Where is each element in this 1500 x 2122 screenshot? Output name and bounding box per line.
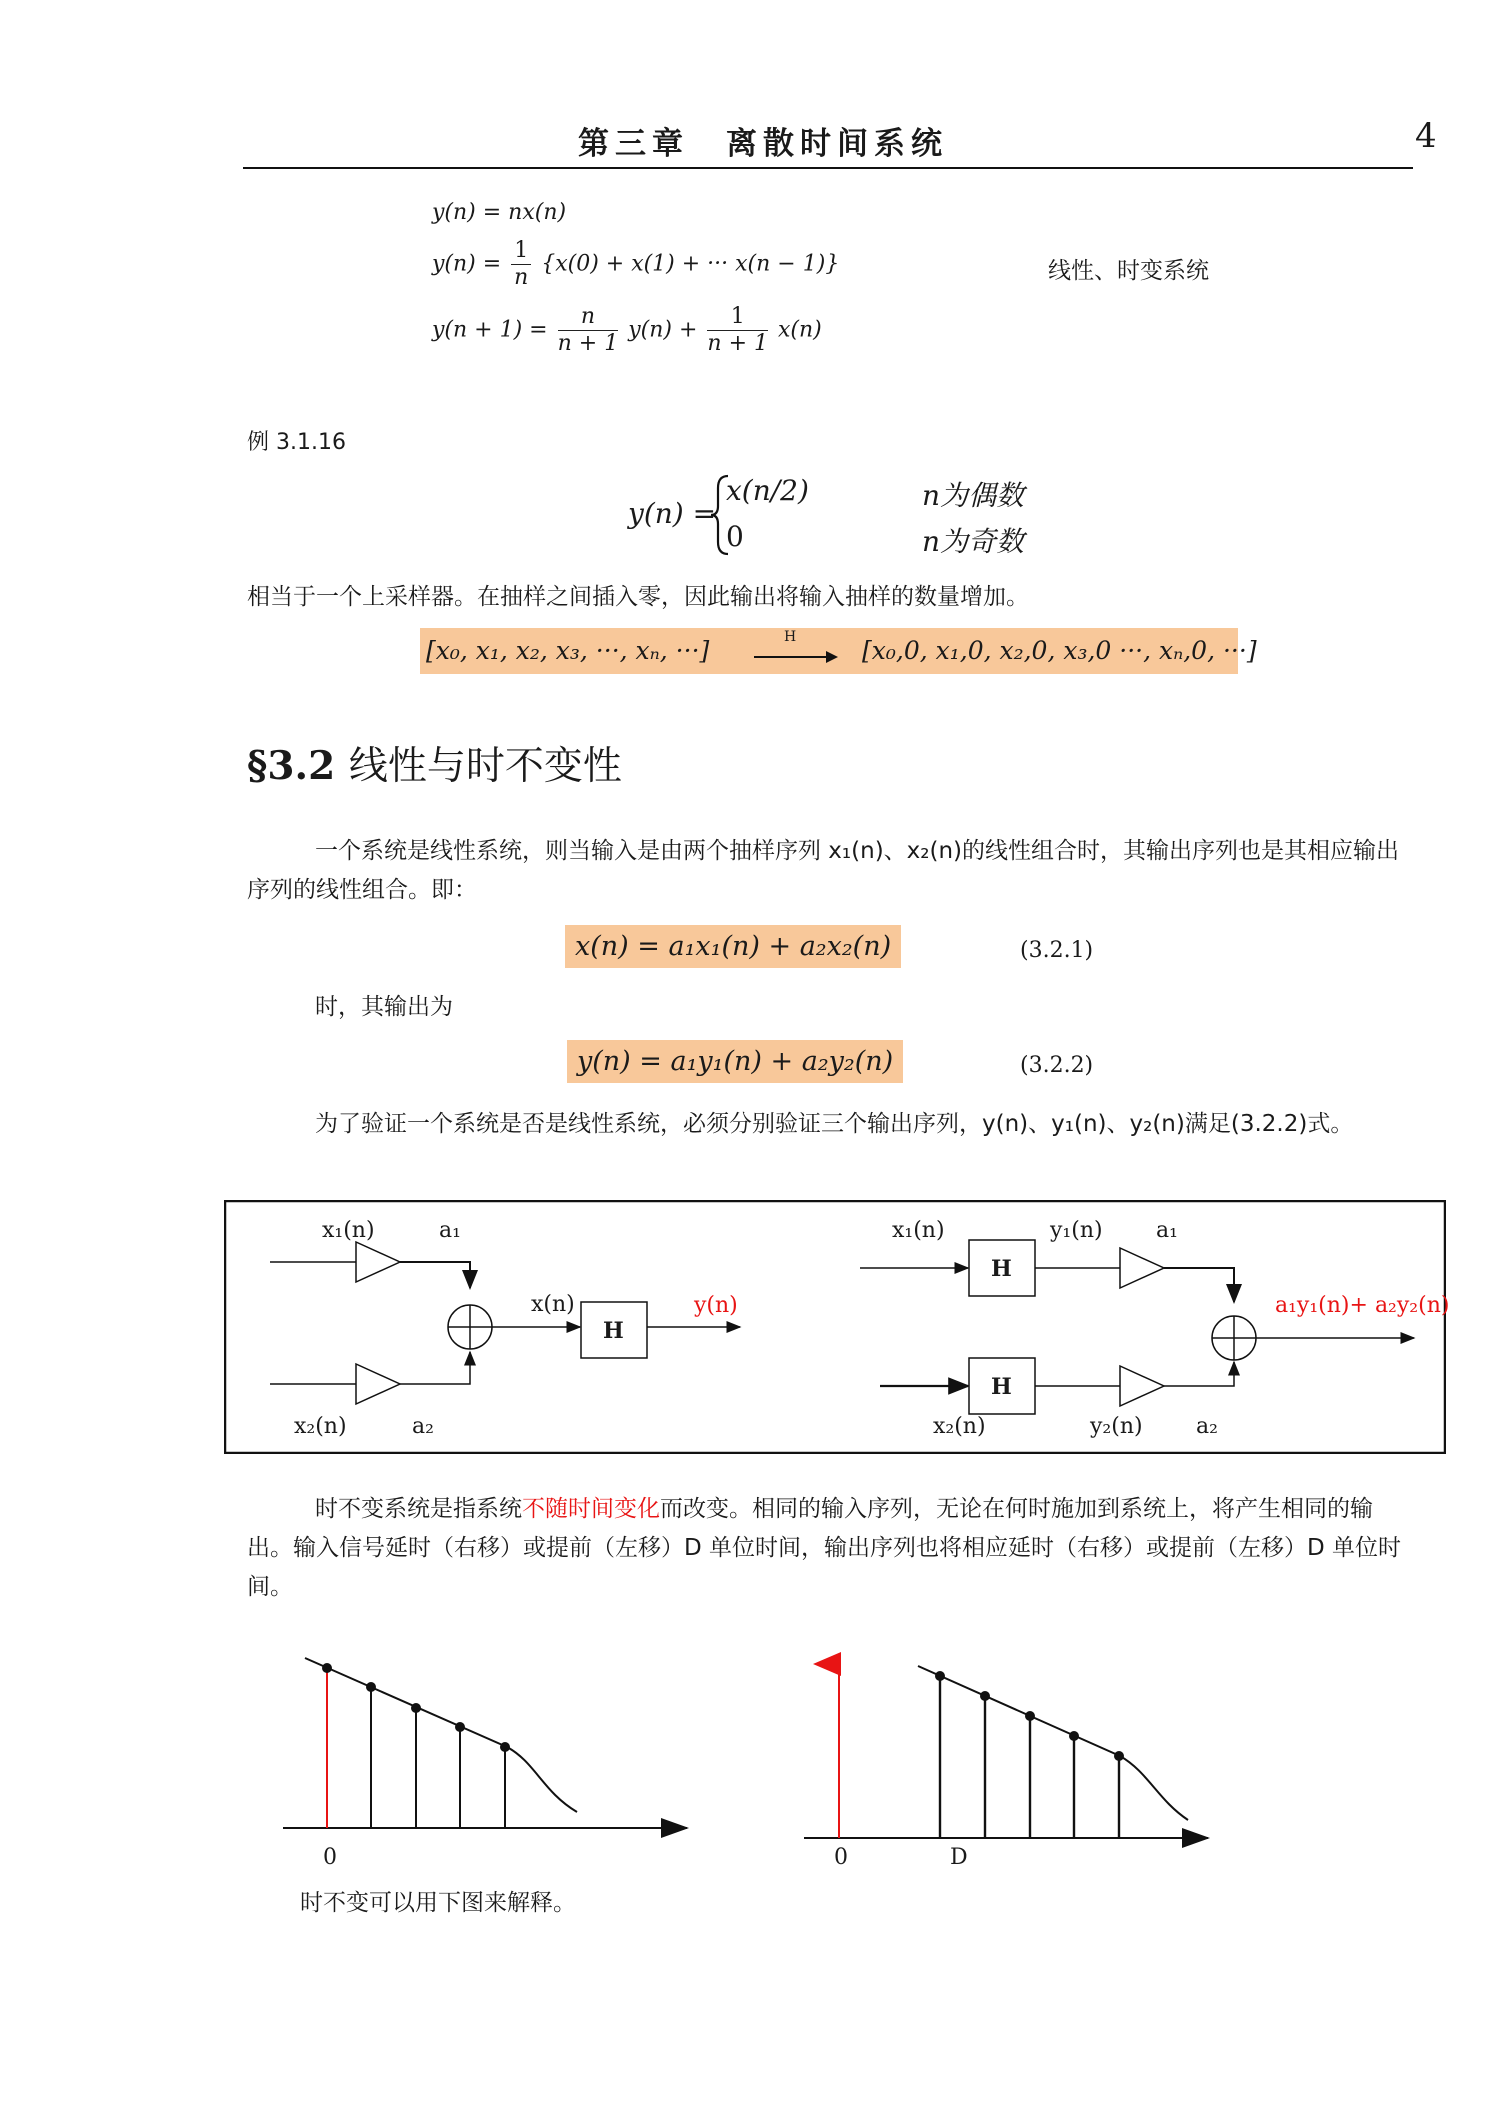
- left-block-h: H: [603, 1318, 624, 1344]
- equation-2-rhs: {x(0) + x(1) + ··· x(n − 1)}: [541, 251, 840, 277]
- right-label-y2: y₂(n): [1090, 1414, 1143, 1439]
- equation-3-2-1: x(n) = a₁x₁(n) + a₂x₂(n): [565, 925, 901, 968]
- right-plot-d-label: D: [950, 1845, 968, 1870]
- right-output-sum: a₁y₁(n)+ a₂y₂(n): [1275, 1293, 1450, 1318]
- chapter-title: 第三章 离散时间系统: [578, 126, 948, 162]
- section-number: §3.2: [247, 743, 336, 789]
- output-intro: 时，其输出为: [315, 994, 453, 1020]
- figure-caption: 时不变可以用下图来解释。: [300, 1890, 576, 1916]
- left-label-a1: a₁: [439, 1218, 461, 1243]
- left-label-x-combined: x(n): [531, 1292, 575, 1317]
- fraction-numerator: 1: [707, 304, 768, 331]
- equation-3-fraction-2: [707, 304, 768, 357]
- equation-2: [432, 238, 839, 291]
- case-2-condition: n为奇数: [922, 525, 1025, 558]
- case-1-condition: n为偶数: [922, 479, 1025, 512]
- equation-2-fraction: [511, 238, 531, 291]
- linear-definition: 一个系统是线性系统，则当输入是由两个抽样序列 x₁(n)、x₂(n)的线性组合时，其输出序列也是其相应输出序列的线性组合。即：: [247, 838, 1400, 903]
- equation-3-fraction-1: [558, 304, 619, 357]
- case-2-value: 0: [726, 520, 744, 553]
- time-invariance-plot-original: [275, 1650, 715, 1860]
- right-block-h2: H: [991, 1374, 1012, 1400]
- fraction-denominator: n: [514, 265, 529, 290]
- equation-3-rhs: x(n): [778, 317, 822, 343]
- header-rule: [243, 167, 1413, 169]
- linear-verification: 为了验证一个系统是否是线性系统，必须分别验证三个输出序列，y(n)、y₁(n)、y₂(n)满足(3.2.2)式。: [315, 1111, 1354, 1137]
- section-title: 线性与时不变性: [348, 744, 622, 789]
- left-label-x2: x₂(n): [294, 1414, 347, 1439]
- piecewise-lhs: y(n) =: [628, 497, 717, 530]
- input-sequence: [x₀, x₁, x₂, x₃, ···, xₙ, ···]: [426, 636, 710, 665]
- equation-number-3-2-1: (3.2.1): [1020, 938, 1094, 963]
- right-label-a2: a₂: [1196, 1414, 1218, 1439]
- page-number: 4: [1415, 116, 1437, 156]
- left-label-x1: x₁(n): [322, 1218, 375, 1243]
- right-label-a1: a₁: [1156, 1218, 1178, 1243]
- fraction-numerator: n: [558, 304, 619, 331]
- fraction-denominator: n + 1: [557, 331, 619, 356]
- system-note: 线性、时变系统: [1048, 258, 1209, 284]
- fraction-numerator: 1: [511, 238, 531, 265]
- time-invariant-definition: [247, 1490, 1417, 1607]
- right-plot-zero-label: 0: [834, 1845, 848, 1870]
- case-1-value: x(n/2): [726, 474, 809, 507]
- section-heading: [247, 735, 622, 791]
- equation-3-mid: y(n) +: [628, 317, 698, 343]
- equation-1: y(n) = nx(n): [432, 200, 567, 225]
- ti-text-emphasis: 不随时间变化: [522, 1496, 660, 1522]
- right-label-x1: x₁(n): [892, 1218, 945, 1243]
- right-label-x2: x₂(n): [933, 1414, 986, 1439]
- equation-3-lhs: y(n + 1) =: [432, 317, 548, 343]
- ti-text-after: 而改变。相同的输入序列，无论在何时施加到系统上，将产生相同的输出。输入信号延时（右移）或提前（左移）D 单位时间，输出序列也将相应延时（右移）或提前（左移）D 单位时间。: [247, 1496, 1402, 1600]
- example-description: 相当于一个上采样器。在抽样之间插入零，因此输出将输入抽样的数量增加。: [247, 584, 1029, 610]
- arrow-label: H: [784, 629, 797, 645]
- linearity-block-diagram: [224, 1200, 1446, 1454]
- equation-3-2-2: y(n) = a₁y₁(n) + a₂y₂(n): [567, 1040, 903, 1083]
- time-invariance-plot-shifted: [800, 1650, 1220, 1860]
- equation-number-3-2-2: (3.2.2): [1020, 1053, 1094, 1078]
- output-sequence: [x₀,0, x₁,0, x₂,0, x₃,0 ···, xₙ,0, ···]: [862, 636, 1257, 665]
- equation-2-lhs: y(n) =: [432, 251, 502, 277]
- left-label-a2: a₂: [412, 1414, 434, 1439]
- right-block-h1: H: [991, 1256, 1012, 1282]
- left-output-y: y(n): [694, 1293, 738, 1318]
- equation-3: [432, 304, 822, 357]
- right-label-y1: y₁(n): [1050, 1218, 1103, 1243]
- example-label: 例 3.1.16: [247, 430, 346, 455]
- fraction-denominator: n + 1: [707, 331, 768, 356]
- left-plot-zero-label: 0: [323, 1845, 337, 1870]
- ti-text-before: 时不变系统是指系统: [315, 1496, 522, 1522]
